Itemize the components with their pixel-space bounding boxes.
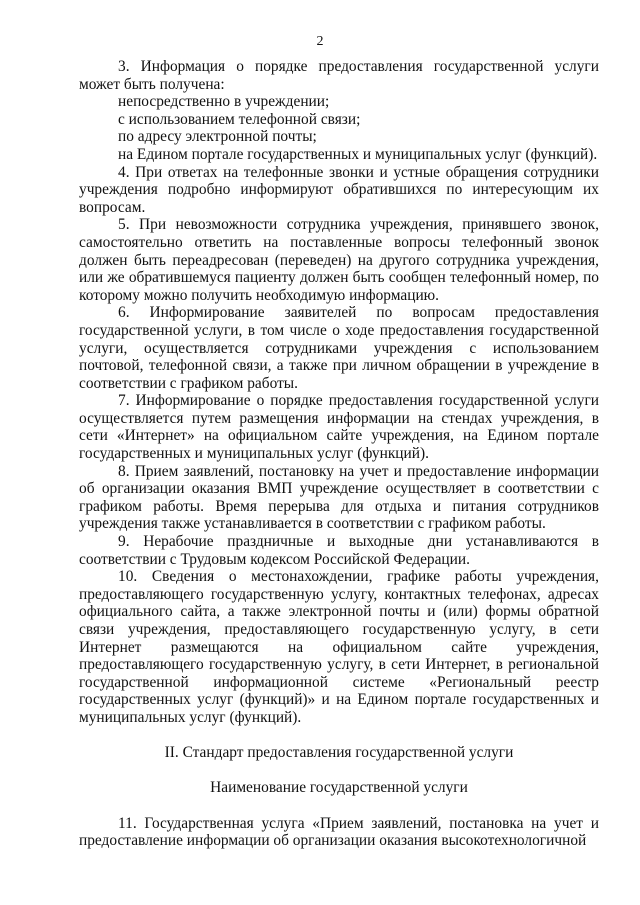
document-body [79,58,599,850]
section-heading: II. Стандарт предоставления государственной услуги [164,743,514,761]
spacer [79,797,599,815]
paragraph-8: 8. Прием заявлений, постановку на учет и предоставление информации об организации оказания ВМП учреждение осуществляет в соответствии с графиком работы. Время перерыва для отдыха и питания сотрудников учреждения также устанавливается в соответствии с графиком работы. [79,462,599,533]
paragraph-9: 9. Нерабочие праздничные и выходные дни устанавливаются в соответствии с Трудовым кодексом Российской Федерации. [79,533,599,568]
list-item: с использованием телефонной связи; [118,110,361,128]
paragraph-7: 7. Информирование о порядке предоставления государственной услуги осуществляется путем размещения информации на стендах учреждения, в сети «Интернет» на официальном сайте учреждения, на Едином портале государственных и муниципальных услуг (функций). [79,392,599,463]
spacer [79,727,599,744]
list-item: по адресу электронной почты; [118,128,317,146]
paragraph-10: 10. Сведения о местонахождении, графике работы учреждения, предоставляющего государственную услугу, контактных телефонах, адресах официального сайта, а также электронной почты и (или) формы обратной связи учреждения, предоставляющего государственную услугу, в сети Интернет размещаются на официальном сайте учреждения, предоставляющего государственную услугу, в сети Интернет, в региональной государственной информационной системе «Региональный реестр государственных услуг (функций)» и на Едином портале государственных и муниципальных услуг (функций). [79,568,599,726]
list-item: на Едином портале государственных и муниципальных услуг (функций). [118,145,598,163]
subsection-heading: Наименование государственной услуги [210,779,468,797]
spacer [79,761,599,779]
page-number: 2 [316,34,324,49]
paragraph-11: 11. Государственная услуга «Прием заявлений, постановка на учет и предоставление информации об организации оказания высокотехнологичной [79,814,599,850]
paragraph-5: 5. При невозможности сотрудника учреждения, принявшего звонок, самостоятельно ответить на поставленные вопросы телефонный звонок должен быть переадресован (переведен) на другого сотрудника учреждения, или же обратившемуся пациенту должен быть сообщен телефонный номер, по которому можно получить необходимую информацию. [79,216,599,304]
paragraph-3: 3. Информация о порядке предоставления государственной услуги может быть получена: [79,58,599,93]
paragraph-6: 6. Информирование заявителей по вопросам предоставления государственной услуги, в том числе о ходе предоставления государственной услуги, осуществляется сотрудниками учреждения с использованием почтовой, телефонной связи, а также при личном обращении в учреждение в соответствии с графиком работы. [79,304,599,392]
paragraph-4: 4. При ответах на телефонные звонки и устные обращения сотрудники учреждения подробно информируют обратившихся по интересующим их вопросам. [79,163,599,216]
list-item: непосредственно в учреждении; [118,93,330,111]
